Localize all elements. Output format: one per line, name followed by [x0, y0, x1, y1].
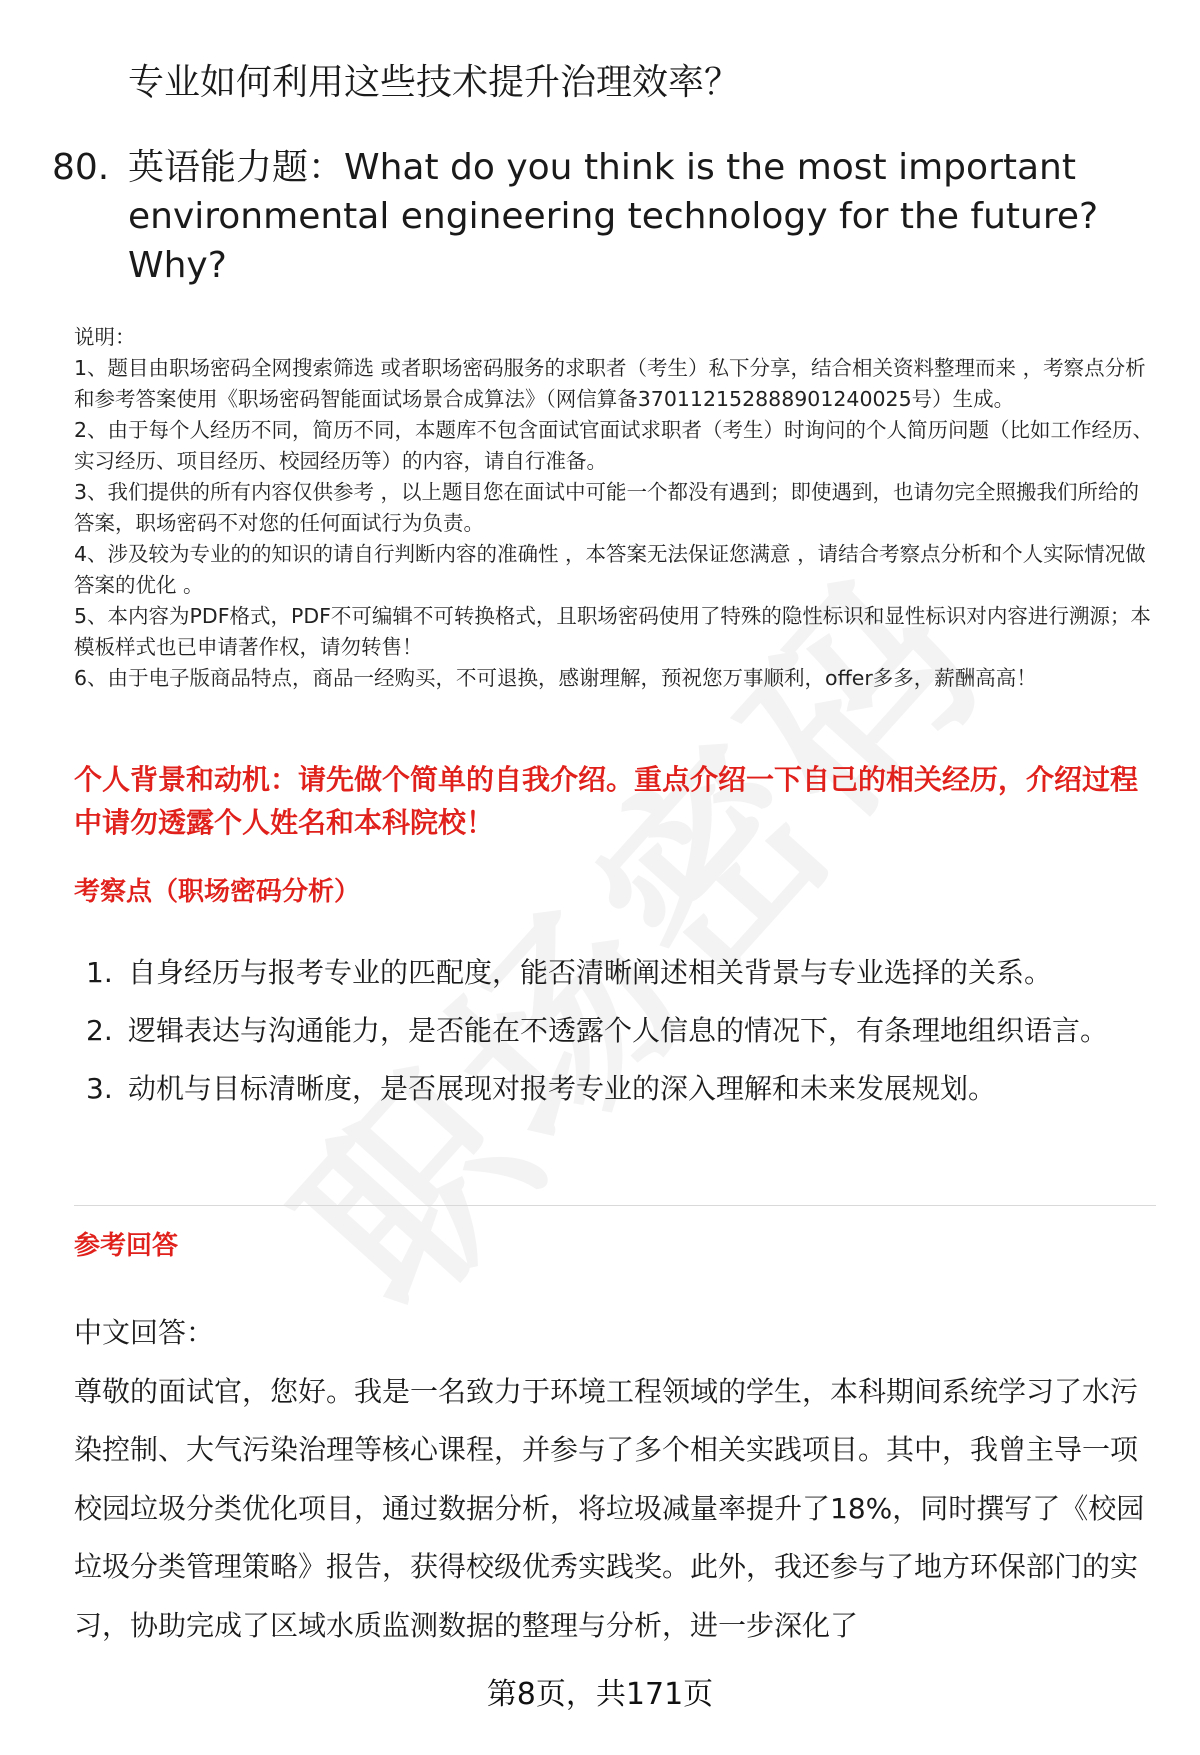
note-item: 2、由于每个人经历不同，简历不同，本题库不包含面试官面试求职者（考生）时询问的个人简历问题（比如工作经历、实习经历、项目经历、校园经历等）的内容，请自行准备。	[74, 418, 1154, 473]
assessment-point	[74, 1002, 1134, 1060]
note-item: 4、涉及较为专业的的知识的请自行判断内容的准确性 ，本答案无法保证您满意 ，请结合考察点分析和个人实际情况做答案的优化 。	[74, 542, 1146, 597]
background-question: 个人背景和动机：请先做个简单的自我介绍。重点介绍一下自己的相关经历，介绍过程中请勿透露个人姓名和本科院校！	[74, 763, 1139, 839]
note-item: 1、题目由职场密码全网搜索筛选 或者职场密码服务的求职者（考生）私下分享，结合相关资料整理而来 ，考察点分析和参考答案使用《职场密码智能面试场景合成算法》（网信算备370112152888901240025号）生成。	[74, 356, 1146, 411]
reference-answer	[74, 1304, 1154, 1655]
page-footer: 第8页，共171页	[486, 1677, 714, 1712]
reference-answer-title: 参考回答	[74, 1231, 179, 1261]
assessment-point	[74, 944, 1134, 1002]
assessment-point	[74, 1060, 1134, 1118]
note-item: 6、由于电子版商品特点，商品一经购买，不可退换，感谢理解，预祝您万事顺利，offer多多，薪酬高高！	[74, 666, 1037, 690]
point-number: 1.	[86, 956, 113, 989]
point-number: 3.	[86, 1072, 113, 1105]
point-text: 自身经历与报考专业的匹配度，能否清晰阐述相关背景与专业选择的关系。	[128, 956, 1053, 989]
question-text: 英语能力题：What do you think is the most important environmental engineering technology for the future? Why?	[128, 147, 1099, 286]
answer-body: 尊敬的面试官，您好。我是一名致力于环境工程领域的学生，本科期间系统学习了水污染控制、大气污染治理等核心课程，并参与了多个相关实践项目。其中，我曾主导一项校园垃圾分类优化项目，通过数据分析，将垃圾减量率提升了18%，同时撰写了《校园垃圾分类管理策略》报告，获得校级优秀实践奖。此外，我还参与了地方环保部门的实习，协助完成了区域水质监测数据的整理与分析，进一步深化了	[74, 1374, 1145, 1642]
assessment-points	[74, 944, 1134, 1118]
assessment-title: 考察点（职场密码分析）	[74, 877, 361, 907]
note-item: 5、本内容为PDF格式，PDF不可编辑不可转换格式，且职场密码使用了特殊的隐性标识和显性标识对内容进行溯源；本模板样式也已申请著作权，请勿转售！	[74, 604, 1151, 659]
point-number: 2.	[86, 1014, 113, 1047]
previous-question-continuation: 专业如何利用这些技术提升治理效率？	[128, 62, 741, 103]
notes-heading: 说明：	[74, 325, 136, 349]
note-item: 3、我们提供的所有内容仅供参考 ，以上题目您在面试中可能一个都没有遇到；即使遇到，也请勿完全照搬我们所给的答案，职场密码不对您的任何面试行为负责。	[74, 480, 1140, 535]
notes-section	[74, 322, 1159, 694]
section-divider	[74, 1205, 1156, 1206]
point-text: 逻辑表达与沟通能力，是否能在不透露个人信息的情况下，有条理地组织语言。	[128, 1014, 1109, 1047]
answer-subtitle: 中文回答：	[74, 1316, 215, 1349]
point-text: 动机与目标清晰度，是否展现对报考专业的深入理解和未来发展规划。	[128, 1072, 997, 1105]
question-number: 80.	[52, 147, 110, 188]
